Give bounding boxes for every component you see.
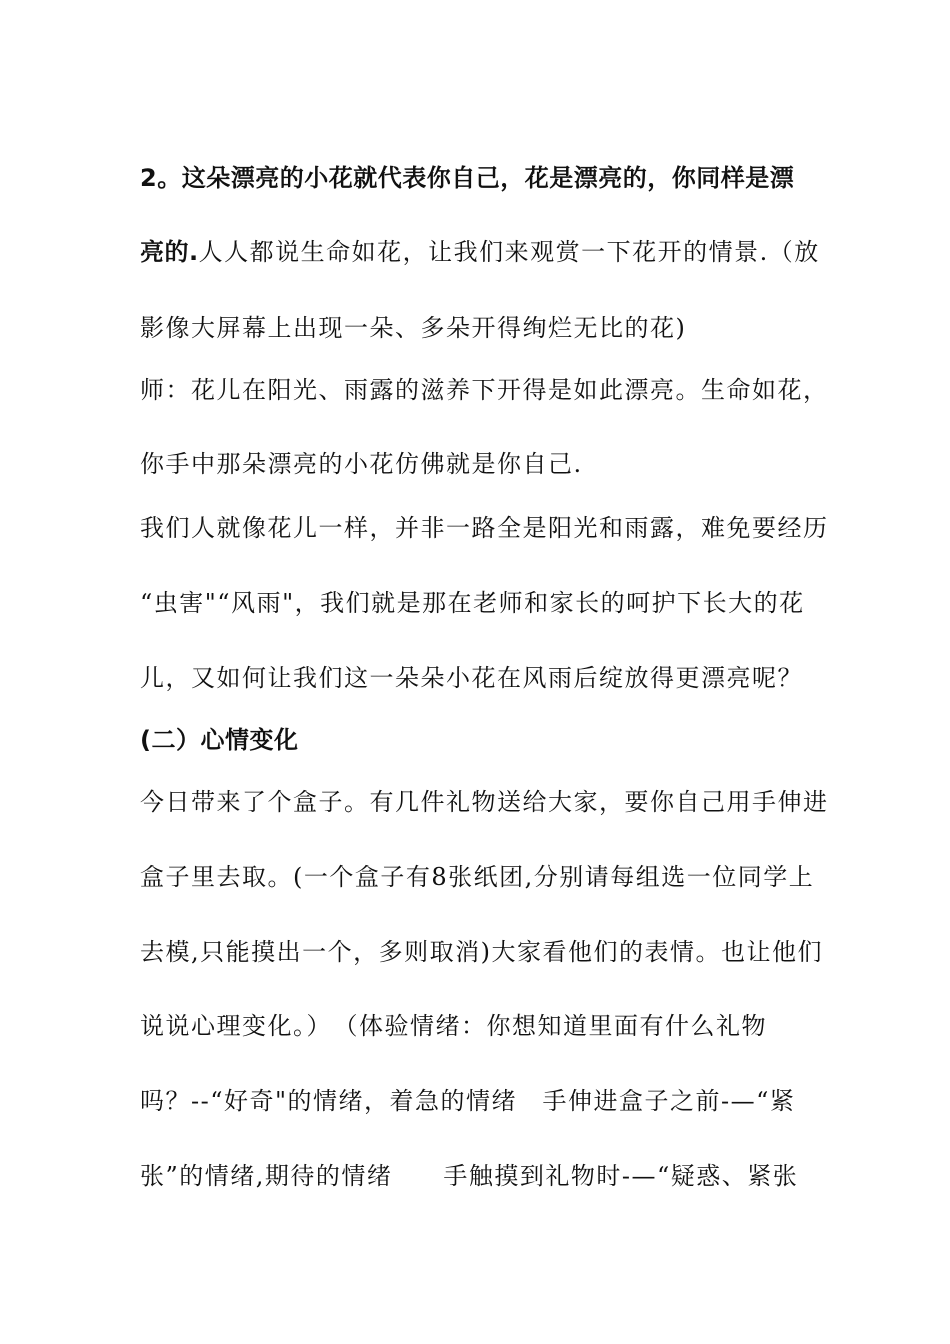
section-heading: (二）心情变化 [140,726,299,754]
para1-line2 [140,236,840,268]
para2-line2: 你手中那朵漂亮的小花仿佛就是你自己. [140,450,583,478]
para4-line4: 说说心理变化。） （体验情绪：你想知道里面有什么礼物 [140,1012,767,1040]
para3-line2: “虫害"“风雨"，我们就是那在老师和家长的呵护下长大的花 [140,589,805,617]
para1-line3: 影像大屏幕上出现一朵、多朵开得绚烂无比的花) [140,314,687,342]
para4-line3: 去模,只能摸出一个，多则取消)大家看他们的表情。也让他们 [140,938,823,966]
para1-line1: 2。这朵漂亮的小花就代表你自己，花是漂亮的，你同样是漂 [140,164,795,192]
para3-line3: 儿，又如何让我们这一朵朵小花在风雨后绽放得更漂亮呢？ [140,664,803,692]
para3-line1: 我们人就像花儿一样，并非一路全是阳光和雨露，难免要经历 [140,514,829,542]
para1-line2-rest: 人人都说生命如花，让我们来观赏一下花开的情景.（放 [198,238,820,266]
para2-line1: 师：花儿在阳光、雨露的滋养下开得是如此漂亮。生命如花， [140,376,829,404]
para1-line2-bold: 亮的. [140,238,199,266]
para4-line1: 今日带来了个盒子。有几件礼物送给大家，要你自己用手伸进 [140,788,829,816]
para4-line2: 盒子里去取。(一个盒子有8张纸团,分别请每组选一位同学上 [140,863,815,891]
para4-line5: 吗？--“好奇"的情绪，着急的情绪 手伸进盒子之前-—“紧 [140,1087,796,1115]
para4-line6: 张”的情绪,期待的情绪 手触摸到礼物时-—“疑惑、紧张 [140,1162,799,1190]
